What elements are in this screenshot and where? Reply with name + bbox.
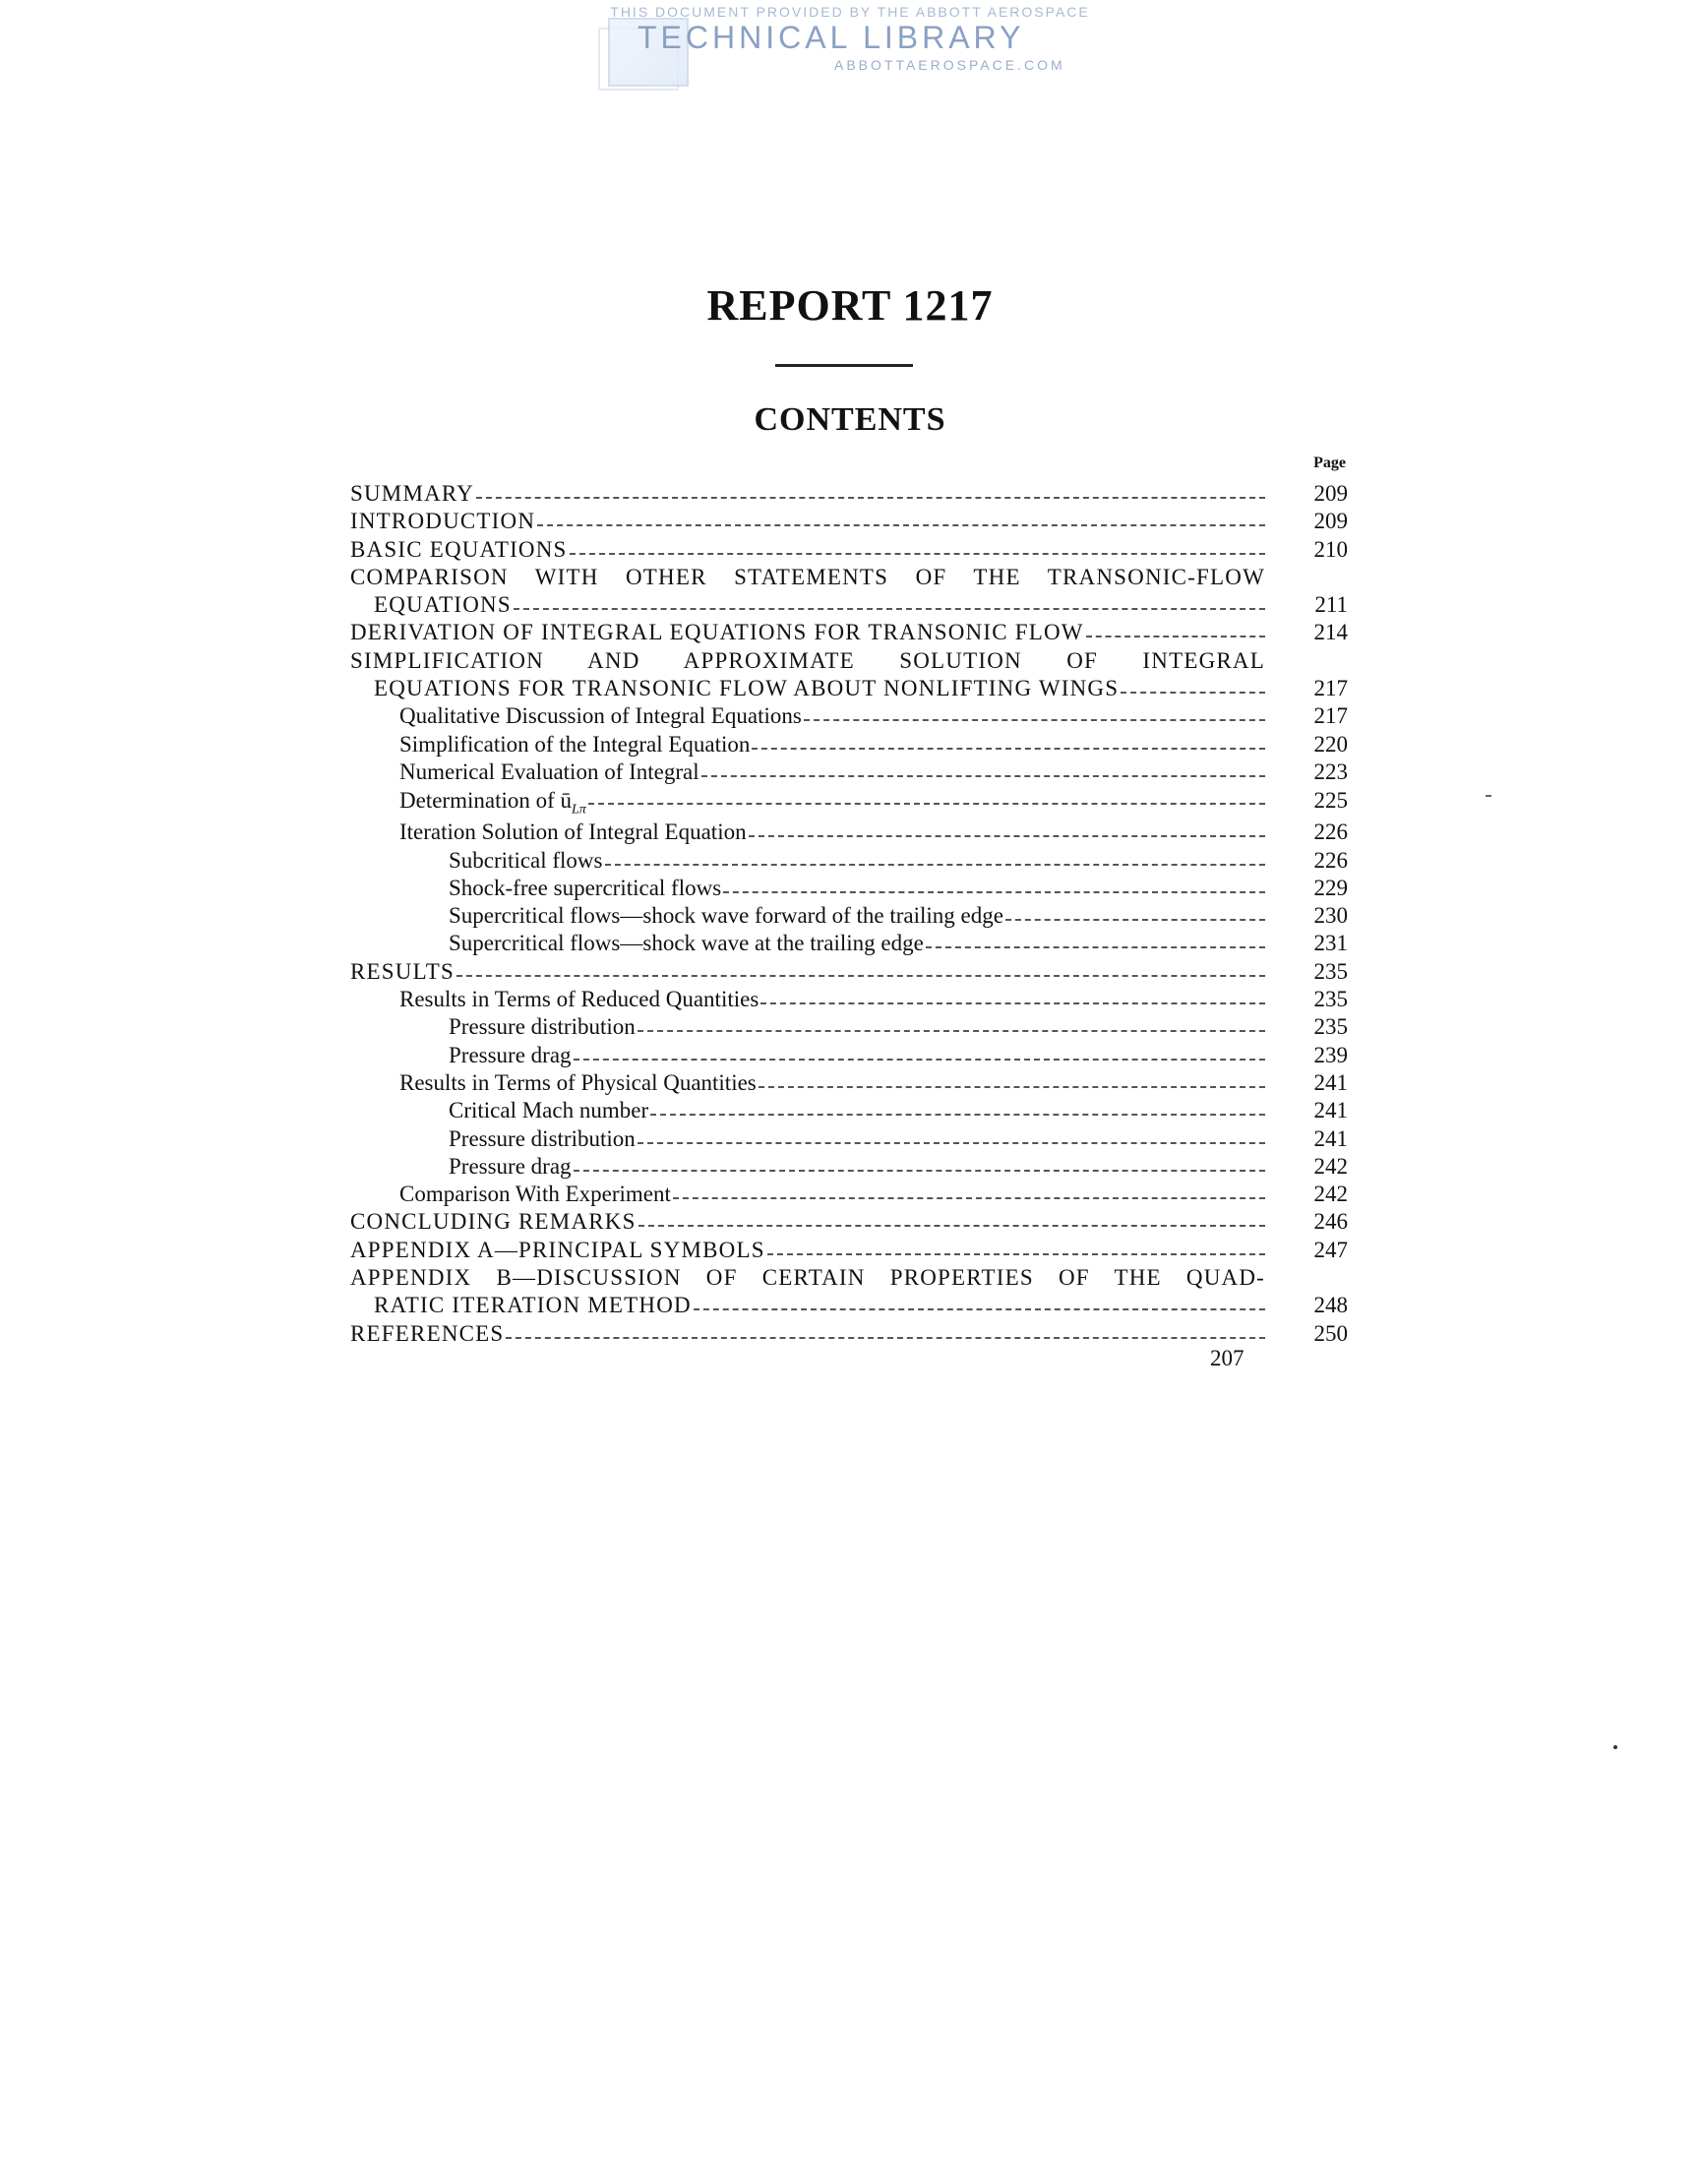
toc-entry-page: 242 bbox=[1313, 1182, 1348, 1207]
dot-leader bbox=[804, 702, 1265, 721]
watermark-title: TECHNICAL LIBRARY bbox=[638, 20, 1025, 55]
toc-entry-title: Pressure drag bbox=[449, 1042, 572, 1067]
toc-entry-title: EQUATIONS bbox=[374, 592, 512, 618]
toc-entry-title: Pressure drag bbox=[449, 1153, 572, 1179]
toc-entry-title: EQUATIONS FOR TRANSONIC FLOW ABOUT NONLIFTING WINGS bbox=[374, 676, 1120, 701]
dot-leader bbox=[759, 1069, 1265, 1088]
dot-leader bbox=[673, 1181, 1265, 1199]
toc-entry-page: 235 bbox=[1313, 987, 1348, 1012]
toc-entry[interactable] bbox=[350, 536, 1348, 564]
toc-entry[interactable] bbox=[350, 1181, 1348, 1208]
dot-leader bbox=[694, 1292, 1265, 1310]
toc-entry-page: 230 bbox=[1313, 903, 1348, 929]
toc-entry-page: 223 bbox=[1313, 758, 1348, 784]
table-of-contents bbox=[350, 480, 1348, 1348]
toc-entry-page: 229 bbox=[1313, 875, 1348, 900]
toc-entry-title: REFERENCES bbox=[350, 1320, 505, 1346]
toc-entry-page: 239 bbox=[1313, 1042, 1348, 1067]
toc-entry-title: APPENDIX B—DISCUSSION OF CERTAIN PROPERTIES OF THE QUAD- bbox=[350, 1265, 1265, 1291]
toc-entry-title: Shock-free supercritical flows bbox=[449, 875, 722, 900]
toc-entry-page: 235 bbox=[1313, 1014, 1348, 1040]
toc-entry[interactable] bbox=[350, 875, 1348, 902]
toc-entry-title: SUMMARY bbox=[350, 481, 474, 506]
toc-entry[interactable] bbox=[350, 847, 1348, 875]
dot-leader bbox=[1005, 902, 1265, 921]
dot-leader bbox=[723, 875, 1265, 893]
dot-leader bbox=[605, 847, 1266, 866]
dot-leader bbox=[537, 508, 1265, 526]
toc-entry-page: 246 bbox=[1313, 1209, 1348, 1235]
toc-entry-page: 217 bbox=[1313, 676, 1348, 701]
toc-entry-title: Supercritical flows—shock wave forward of the trailing edge bbox=[449, 903, 1003, 929]
toc-entry-page: 241 bbox=[1313, 1125, 1348, 1151]
toc-entry-title: Iteration Solution of Integral Equation bbox=[399, 819, 747, 845]
toc-entry-title: Pressure distribution bbox=[449, 1125, 636, 1151]
toc-entry-page: 235 bbox=[1313, 958, 1348, 984]
toc-entry[interactable] bbox=[350, 1097, 1348, 1124]
report-title: REPORT 1217 bbox=[706, 281, 994, 330]
dot-leader bbox=[638, 1208, 1265, 1227]
dot-leader bbox=[760, 986, 1265, 1004]
dot-leader bbox=[749, 819, 1265, 837]
dot-leader bbox=[650, 1097, 1265, 1116]
watermark-provider-line: THIS DOCUMENT PROVIDED BY THE ABBOTT AEROSPACE bbox=[610, 4, 1090, 20]
toc-entry-title: CONCLUDING REMARKS bbox=[350, 1209, 637, 1235]
toc-entry-line[interactable] bbox=[350, 1264, 1348, 1292]
toc-entry-title: DERIVATION OF INTEGRAL EQUATIONS FOR TRANSONIC FLOW bbox=[350, 620, 1084, 645]
toc-entry-page: 209 bbox=[1313, 509, 1348, 534]
toc-entry-page: 210 bbox=[1313, 536, 1348, 562]
toc-entry-title: Supercritical flows—shock wave at the trailing edge bbox=[449, 931, 924, 956]
toc-entry-page: 250 bbox=[1313, 1320, 1348, 1346]
toc-entry[interactable] bbox=[350, 1237, 1348, 1264]
toc-entry-page: 248 bbox=[1313, 1293, 1348, 1318]
toc-entry-page: 247 bbox=[1313, 1237, 1348, 1262]
toc-entry-title: Results in Terms of Reduced Quantities bbox=[399, 987, 759, 1012]
scan-speck bbox=[1613, 1745, 1617, 1749]
toc-entry-page: 225 bbox=[1313, 788, 1348, 814]
toc-entry-page: 214 bbox=[1313, 620, 1348, 645]
toc-entry-title: Comparison With Experiment bbox=[399, 1182, 671, 1207]
toc-entry-page: 217 bbox=[1313, 703, 1348, 729]
toc-entry-title: RESULTS bbox=[350, 958, 455, 984]
toc-entry-page: 226 bbox=[1313, 847, 1348, 873]
toc-entry-page: 241 bbox=[1313, 1069, 1348, 1095]
toc-entry[interactable] bbox=[350, 758, 1348, 786]
toc-entry-title: Determination of ū bbox=[399, 788, 573, 814]
toc-entry-title: Simplification of the Integral Equation bbox=[399, 731, 751, 757]
toc-entry-page: 241 bbox=[1313, 1098, 1348, 1123]
toc-entry-title: Qualitative Discussion of Integral Equations bbox=[399, 703, 802, 729]
toc-entry[interactable] bbox=[350, 902, 1348, 930]
toc-entry[interactable] bbox=[350, 958, 1348, 986]
toc-entry[interactable] bbox=[350, 508, 1348, 535]
toc-entry[interactable] bbox=[350, 1292, 1348, 1319]
toc-entry-title: Results in Terms of Physical Quantities bbox=[399, 1069, 757, 1095]
toc-entry-title: Subcritical flows bbox=[449, 847, 603, 873]
dot-leader bbox=[767, 1237, 1265, 1255]
toc-entry[interactable] bbox=[350, 591, 1348, 619]
toc-entry[interactable] bbox=[350, 702, 1348, 730]
toc-entry-title: BASIC EQUATIONS bbox=[350, 536, 568, 562]
toc-entry-title: SIMPLIFICATION AND APPROXIMATE SOLUTION OF INTEGRAL bbox=[350, 647, 1265, 673]
dot-leader bbox=[1121, 675, 1265, 694]
toc-entry-title: RATIC ITERATION METHOD bbox=[374, 1293, 692, 1318]
dot-leader bbox=[701, 758, 1265, 777]
toc-entry-page: 226 bbox=[1313, 819, 1348, 845]
toc-entry-line[interactable] bbox=[350, 647, 1348, 675]
toc-entry-page: 220 bbox=[1313, 731, 1348, 757]
toc-entry[interactable] bbox=[350, 930, 1348, 957]
toc-entry-title: Critical Mach number bbox=[449, 1098, 649, 1123]
dot-leader bbox=[506, 1320, 1265, 1339]
dot-leader bbox=[514, 591, 1265, 610]
toc-entry-title: Pressure distribution bbox=[449, 1014, 636, 1040]
toc-entry-page: 242 bbox=[1313, 1153, 1348, 1179]
page-number: 207 bbox=[1210, 1346, 1245, 1370]
toc-entry[interactable] bbox=[350, 1208, 1348, 1236]
dot-leader bbox=[1086, 619, 1265, 637]
dot-leader bbox=[926, 930, 1265, 948]
toc-entry-page: 231 bbox=[1313, 931, 1348, 956]
toc-entry-page: 209 bbox=[1313, 481, 1348, 506]
toc-entry[interactable] bbox=[350, 819, 1348, 846]
toc-entry[interactable] bbox=[350, 1320, 1348, 1348]
toc-entry-title: INTRODUCTION bbox=[350, 509, 536, 534]
toc-entry[interactable] bbox=[350, 480, 1348, 508]
toc-entry[interactable] bbox=[350, 1153, 1348, 1181]
toc-entry[interactable] bbox=[350, 675, 1348, 702]
dot-leader bbox=[638, 1125, 1265, 1144]
toc-entry[interactable] bbox=[350, 786, 1348, 819]
contents-heading: CONTENTS bbox=[754, 401, 946, 438]
dot-leader bbox=[574, 1153, 1265, 1172]
dot-leader bbox=[456, 958, 1265, 977]
page-column-label: Page bbox=[1313, 455, 1346, 471]
toc-entry[interactable] bbox=[350, 731, 1348, 758]
toc-entry-subscript: Lπ bbox=[572, 802, 586, 818]
toc-entry[interactable] bbox=[350, 1125, 1348, 1153]
dot-leader bbox=[638, 1013, 1265, 1032]
toc-entry[interactable] bbox=[350, 1069, 1348, 1097]
toc-entry-title: Numerical Evaluation of Integral bbox=[399, 758, 699, 784]
toc-entry[interactable] bbox=[350, 619, 1348, 646]
toc-entry-line[interactable] bbox=[350, 564, 1348, 591]
scan-speck bbox=[1486, 795, 1491, 797]
dot-leader bbox=[752, 731, 1265, 750]
toc-entry-title: COMPARISON WITH OTHER STATEMENTS OF THE TRANSONIC-FLOW bbox=[350, 564, 1265, 589]
toc-entry[interactable] bbox=[350, 1013, 1348, 1041]
dot-leader bbox=[574, 1042, 1265, 1061]
toc-entry-page: 211 bbox=[1314, 592, 1348, 618]
toc-entry-title: APPENDIX A—PRINCIPAL SYMBOLS bbox=[350, 1237, 765, 1262]
toc-entry[interactable] bbox=[350, 1042, 1348, 1069]
dot-leader bbox=[588, 786, 1265, 805]
dot-leader bbox=[570, 536, 1265, 555]
watermark-logo bbox=[590, 4, 1102, 102]
toc-entry[interactable] bbox=[350, 986, 1348, 1013]
dot-leader bbox=[476, 480, 1265, 499]
title-divider bbox=[775, 364, 913, 367]
watermark-url: ABBOTTAEROSPACE.COM bbox=[834, 57, 1065, 73]
